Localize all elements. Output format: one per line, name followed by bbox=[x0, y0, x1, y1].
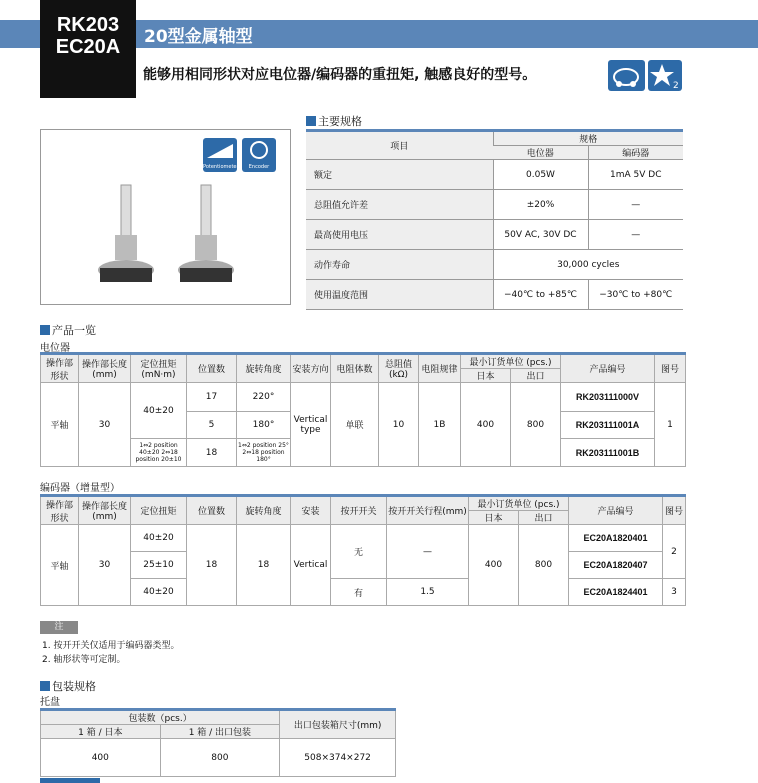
enc-table: 操作部形状 操作部长度(mm) 定位扭矩 位置数 旋转角度 安装 按开开关 按开开关行程(mm) 最小订货单位 (pcs.) 产品编号 图号 日本 出口 平轴 30 40±20 18 18 Vertical 无 — 400 800 EC20A1820401 2 25±10 EC20A1820407 40±20 有 1.5 EC20A1824401 3 bbox=[40, 494, 686, 606]
pack-subtitle: 托盘 bbox=[40, 697, 60, 708]
encoder-label: Encoder bbox=[248, 164, 270, 170]
potentiometer-label: Potentiometer bbox=[203, 164, 239, 170]
pot-subtitle: 电位器 bbox=[40, 343, 70, 354]
encoder-badge bbox=[242, 138, 276, 172]
model-ec: EC20A bbox=[55, 36, 121, 58]
table-row: 总阻值允许差 ±20% — bbox=[306, 190, 683, 220]
table-row: 1⇔2 position 40±20 2⇔18 position 20±10 18 1⇔2 position 25° 2⇔18 position 180° RK203111001B bbox=[41, 439, 686, 467]
table-row: 平轴 30 40±20 17 220° Vertical type 单联 10 1B 400 800 RK203111000V 1 bbox=[41, 383, 686, 412]
spec-table: 项目 规格 电位器 编码器 额定 0.05W 1mA 5V DC 总阻值允许差 ±20% — 最高使用电压 50V AC, 30V DC — 动作寿命 30,000 cycles 使用温度范围 −40℃ to +85℃ −30℃ to +80℃ bbox=[306, 129, 683, 310]
tagline: 能够用相同形状对应电位器/编码器的重扭矩, 触感良好的型号。 bbox=[143, 67, 537, 83]
next-section-marker bbox=[40, 778, 100, 783]
table-row: 动作寿命 30,000 cycles bbox=[306, 250, 683, 280]
note-1: 1. 按开开关仅适用于编码器类型。 bbox=[42, 641, 180, 651]
table-row: 400 800 508×374×272 bbox=[41, 739, 396, 777]
table-row: 40±20 有 1.5 EC20A1824401 3 bbox=[41, 579, 686, 606]
star-number: 2 bbox=[673, 81, 679, 91]
list-title: 产品一览 bbox=[40, 322, 96, 338]
table-row: 额定 0.05W 1mA 5V DC bbox=[306, 160, 683, 190]
table-row: 5 180° RK203111001A bbox=[41, 412, 686, 439]
table-row: 使用温度范围 −40℃ to +85℃ −30℃ to +80℃ bbox=[306, 280, 683, 310]
star-icon bbox=[648, 60, 682, 91]
note-tag: 注 bbox=[40, 621, 78, 634]
potentiometer-badge bbox=[203, 138, 237, 172]
car-icon bbox=[608, 60, 645, 91]
model-rk: RK203 bbox=[56, 14, 120, 36]
series-title: 20型金属轴型 bbox=[144, 27, 253, 47]
pot-table: 操作部形状 操作部长度(mm) 定位扭矩(mN·m) 位置数 旋转角度 安装方向 电阻体数 总阻值(kΩ) 电阻规律 最小订货单位 (pcs.) 产品编号 图号 日本 出口 平轴 30 40±20 17 220° Vertical type 单联 10 1B 400 800 RK203111000V 1 5 180° RK203111001A 1⇔2 position 40±20 2⇔18 position 20±10 18 1⇔2 position 25° 2⇔18 position 180° RK203111001B bbox=[40, 352, 686, 467]
table-row: 最高使用电压 50V AC, 30V DC — bbox=[306, 220, 683, 250]
spec-title: 主要规格 bbox=[306, 113, 362, 129]
table-row: 25±10 EC20A1820407 bbox=[41, 552, 686, 579]
product-image bbox=[91, 180, 281, 300]
product-photo bbox=[40, 129, 291, 305]
pack-title: 包装规格 bbox=[40, 678, 96, 694]
note-2: 2. 轴形状等可定制。 bbox=[42, 655, 126, 665]
pack-table: 包装数（pcs.） 出口包装箱尺寸(mm) 1 箱 / 日本 1 箱 / 出口包装 400 800 508×374×272 bbox=[40, 708, 396, 777]
table-row: 平轴 30 40±20 18 18 Vertical 无 — 400 800 EC20A1820401 2 bbox=[41, 525, 686, 552]
model-box bbox=[40, 0, 136, 98]
enc-subtitle: 编码器（增量型） bbox=[40, 483, 120, 494]
